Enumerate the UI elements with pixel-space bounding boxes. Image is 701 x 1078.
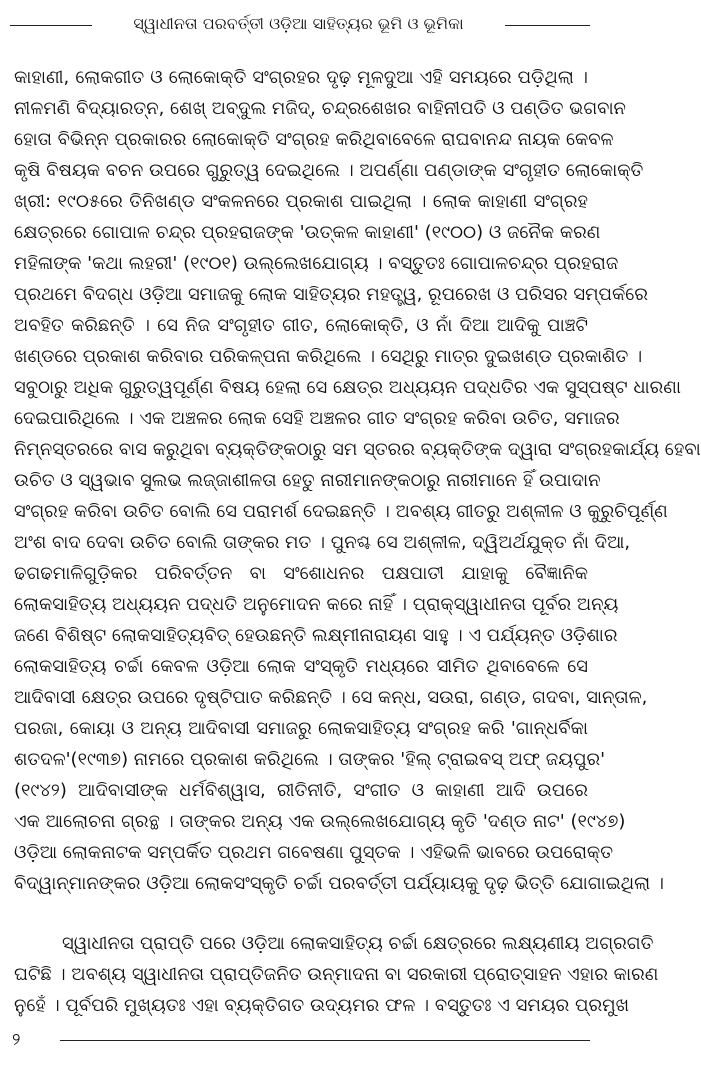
page-number: ୨ bbox=[12, 1030, 21, 1050]
text-line: ଖଣ୍ଡରେ ପ୍ରକାଶ କରିବାର ପରିକଳ୍ପନା କରିଥିଲେ । ସେଥିରୁ ମାତ୍ର ଦୁଇଖଣ୍ଡ ପ୍ରକାଶିତ । bbox=[14, 346, 643, 367]
text-line: ବିଦ୍ୱାନ୍‌ମାନଙ୍କର ଓଡ଼ିଆ ଲୋକସଂସ୍କୃତି ଚର୍ଚ୍ଚା ପରବର୍ତ୍ତୀ ପର୍ଯ୍ୟାୟକୁ ଦୃଢ଼ ଭିତ୍ତି ଯୋଗାଇଥିଲା । bbox=[14, 873, 664, 894]
text-line: ଖ୍ରୀ: ୧୯୦୫ରେ ତିନିଖଣ୍ଡ ସଂକଳନରେ ପ୍ରକାଶ ପାଇଥିଲା । ଲୋକ କାହାଣୀ ସଂଗ୍ରହ bbox=[14, 191, 588, 212]
text-line: କ୍ଷେତ୍ରରେ ଗୋପାଳ ଚନ୍ଦ୍ର ପ୍ରହରାଜଙ୍କ 'ଉତ୍କଳ କାହାଣୀ' (୧୯୦୦) ଓ ଜନୈକ କରଣ bbox=[14, 222, 601, 243]
text-line: ଅଂଶ ବାଦ ଦେବା ଉଚିତ ବୋଲି ତାଙ୍କର ମତ । ପୁନଶ୍ଚ ସେ ଅଶ୍ଳୀଳ, ଦ୍ୱିଅର୍ଥଯୁକ୍ତ ନାଁ ଦିଆ, bbox=[14, 532, 631, 553]
text-line: ଏକ ଆଲୋଚନା ଗ୍ରନ୍ଥ । ତାଙ୍କର ଅନ୍ୟ ଏକ ଉଲ୍ଲେଖଯୋଗ୍ୟ କୃତି 'ଦଣ୍ଡ ନାଟ' (୧୯୪୭) bbox=[14, 811, 626, 832]
text-line: ପ୍ରଥମେ ବିଦଗ୍ଧ ଓଡ଼ିଆ ସମାଜକୁ ଲୋକ ସାହିତ୍ୟର ମହତ୍ତ୍ୱ, ରୂପରେଖ ଓ ପରିସର ସମ୍ପର୍କରେ bbox=[14, 284, 648, 305]
text-line: ନୀଳମଣି ବିଦ୍ୟାରତ୍ନ, ଶେଖ୍ ଅବ୍‌ଦୁଲ ମଜିଦ୍, ଚନ୍ଦ୍ରଶେଖର ବାହିନୀପତି ଓ ପଣ୍ଡିତ ଭଗବାନ bbox=[14, 98, 626, 119]
text-line: ଦେଇପାରିଥିଲେ । ଏକ ଅଞ୍ଚଳର ଲୋକ ସେହି ଅଞ୍ଚଳର ଗୀତ ସଂଗ୍ରହ କରିବା ଉଚିତ, ସମାଜର bbox=[14, 408, 620, 429]
text-line: ପରଜା, କୋୟା ଓ ଅନ୍ୟ ଆଦିବାସୀ ସମାଜରୁ ଲୋକସାହିତ୍ୟ ସଂଗ୍ରହ କରି 'ଗାନ୍ଧର୍ବିକା bbox=[14, 718, 588, 739]
header-rule-left bbox=[10, 25, 92, 26]
text-line: ଉଚିତ ଓ ସ୍ୱଭାବ ସୁଲଭ ଲଜ୍ଜାଶୀଳତା ହେତୁ ନାରୀମାନଙ୍କଠାରୁ ନାରୀମାନେ ହିଁ ଉପାଦାନ bbox=[14, 470, 601, 491]
text-line: ଆଦିବାସୀ କ୍ଷେତ୍ର ଉପରେ ଦୃଷ୍ଟିପାତ କରିଛନ୍ତି । ସେ କନ୍ଧ, ସଉରା, ଗଣ୍ଡ, ଗଦବା, ସାନ୍ତାଳ, bbox=[14, 687, 648, 708]
body-paragraph-1 bbox=[14, 62, 701, 899]
body-paragraph-2 bbox=[14, 928, 659, 1021]
running-header-title: ସ୍ୱାଧୀନତା ପରବର୍ତ୍ତୀ ଓଡ଼ିଆ ସାହିତ୍ୟର ଭୂମି ଓ ଭୂମିକା bbox=[133, 14, 464, 33]
text-line: ଜଣେ ବିଶିଷ୍ଟ ଲୋକସାହିତ୍ୟବିତ୍ ହେଉଛନ୍ତି ଲକ୍ଷ୍ମୀନାରାୟଣ ସାହୁ । ଏ ପର୍ଯ୍ୟନ୍ତ ଓଡ଼ିଶାର bbox=[14, 625, 618, 646]
text-line: କୃଷି ବିଷୟକ ବଚନ ଉପରେ ଗୁରୁତ୍ୱ ଦେଇଥିଲେ । ଅପର୍ଣ୍ଣା ପଣ୍ଡାଙ୍କ ସଂଗୃହୀତ ଲୋକୋକ୍ତି bbox=[14, 160, 644, 181]
footer-rule bbox=[60, 1040, 590, 1041]
text-line: ଶତଦଳ'(୧୯୩୭) ନାମରେ ପ୍ରକାଶ କରିଥିଲେ । ତାଙ୍କର 'ହିଲ୍ ଟ୍ରାଇବସ୍ ଅଫ୍ ଜୟପୁର' bbox=[14, 749, 606, 770]
text-line: ଢଗଢମାଳିଗୁଡ଼ିକର ପରିବର୍ତ୍ତନ ବା ସଂଶୋଧନର ପକ୍ଷପାତୀ ଯାହାକୁ ବୈଜ୍ଞାନିକ bbox=[14, 563, 588, 584]
text-line: ନୁହେଁ । ପୂର୍ବପରି ମୁଖ୍ୟତଃ ଏହା ବ୍ୟକ୍ତିଗତ ଉଦ୍ୟମର ଫଳ । ବସ୍ତୁତଃ ଏ ସମୟର ପ୍ରମୁଖ bbox=[14, 995, 630, 1016]
text-line: ଅବହିତ କରିଛନ୍ତି । ସେ ନିଜ ସଂଗୃହୀତ ଗୀତ, ଲୋକୋକ୍ତି, ଓ ନାଁ ଦିଆ ଆଦିକୁ ପାଞ୍ଚଟି bbox=[14, 315, 588, 336]
text-line: ନିମ୍ନସ୍ତରରେ ବାସ କରୁଥିବା ବ୍ୟକ୍ତିଙ୍କଠାରୁ ସମ ସ୍ତରର ବ୍ୟକ୍ତିଙ୍କ ଦ୍ୱାରା ସଂଗ୍ରହକାର୍ଯ୍ୟ ହେବା bbox=[14, 439, 701, 460]
text-line: ହୋତା ବିଭିନ୍ନ ପ୍ରକାରର ଲୋକୋକ୍ତି ସଂଗ୍ରହ କରିଥିବାବେଳେ ରାଘବାନନ୍ଦ ନାୟକ କେବଳ bbox=[14, 129, 614, 150]
text-line: କାହାଣୀ, ଲୋକଗୀତ ଓ ଲୋକୋକ୍ତି ସଂଗ୍ରହର ଦୃଢ଼ ମୂଳଦୁଆ ଏହି ସମୟରେ ପଡ଼ିଥିଲା । bbox=[14, 67, 588, 88]
text-line: ମହିଳାଙ୍କ 'କଥା ଲହରୀ' (୧୯୦୧) ଉଲ୍ଲେଖଯୋଗ୍ୟ । ବସ୍ତୁତଃ ଗୋପାଳଚନ୍ଦ୍ର ପ୍ରହରାଜ bbox=[14, 253, 619, 274]
text-line: ସଂଗ୍ରହ କରିବା ଉଚିତ ବୋଲି ସେ ପରାମର୍ଶ ଦେଇଛନ୍ତି । ଅବଶ୍ୟ ଗୀତରୁ ଅଶ୍ଳୀଳ ଓ କୁରୁଚିପୂର୍ଣ୍ଣ bbox=[14, 501, 668, 522]
text-line: ସ୍ୱାଧୀନତା ପ୍ରାପ୍ତି ପରେ ଓଡ଼ିଆ ଲୋକସାହିତ୍ୟ ଚର୍ଚ୍ଚା କ୍ଷେତ୍ରରେ ଲକ୍ଷ୍ୟଣୀୟ ଅଗ୍ରଗତି bbox=[62, 933, 654, 954]
text-line: ସବୁଠାରୁ ଅଧିକ ଗୁରୁତ୍ୱପୂର୍ଣ୍ଣ ବିଷୟ ହେଲା ସେ କ୍ଷେତ୍ର ଅଧ୍ୟୟନ ପଦ୍ଧତିର ଏକ ସୁସ୍ପଷ୍ଟ ଧାରଣା bbox=[14, 377, 681, 398]
text-line: ଲୋକସାହିତ୍ୟ ଚର୍ଚ୍ଚା କେବଳ ଓଡ଼ିଆ ଲୋକ ସଂସ୍କୃତି ମଧ୍ୟରେ ସୀମିତ ଥିବାବେଳେ ସେ bbox=[14, 656, 588, 677]
text-line: ଘଟିଛି । ଅବଶ୍ୟ ସ୍ୱାଧୀନତା ପ୍ରାପ୍ତିଜନିତ ଉନ୍ମାଦନା ବା ସରକାରୀ ପ୍ରୋତ୍ସାହନ ଏହାର କାରଣ bbox=[14, 964, 659, 985]
page-footer bbox=[0, 1025, 600, 1055]
text-line: ଓଡ଼ିଆ ଲୋକନାଟକ ସମ୍ପର୍କିତ ପ୍ରଥମ ଗବେଷଣା ପୁସ୍ତକ । ଏହିଭଳି ଭାବରେ ଉପରୋକ୍ତ bbox=[14, 842, 614, 863]
text-line: (୧୯୪୨) ଆଦିବାସୀଙ୍କ ଧର୍ମବିଶ୍ୱାସ, ରୀତିନୀତି, ସଂଗୀତ ଓ କାହାଣୀ ଆଦି ଉପରେ bbox=[14, 780, 588, 801]
header-rule-right bbox=[505, 25, 590, 26]
text-line: ଲୋକସାହିତ୍ୟ ଅଧ୍ୟୟନ ପଦ୍ଧତି ଅନୁମୋଦନ କରେ ନାହିଁ । ପ୍ରାକ୍‌ସ୍ୱାଧୀନତା ପୂର୍ବର ଅନ୍ୟ bbox=[14, 594, 619, 615]
running-header bbox=[0, 8, 600, 38]
